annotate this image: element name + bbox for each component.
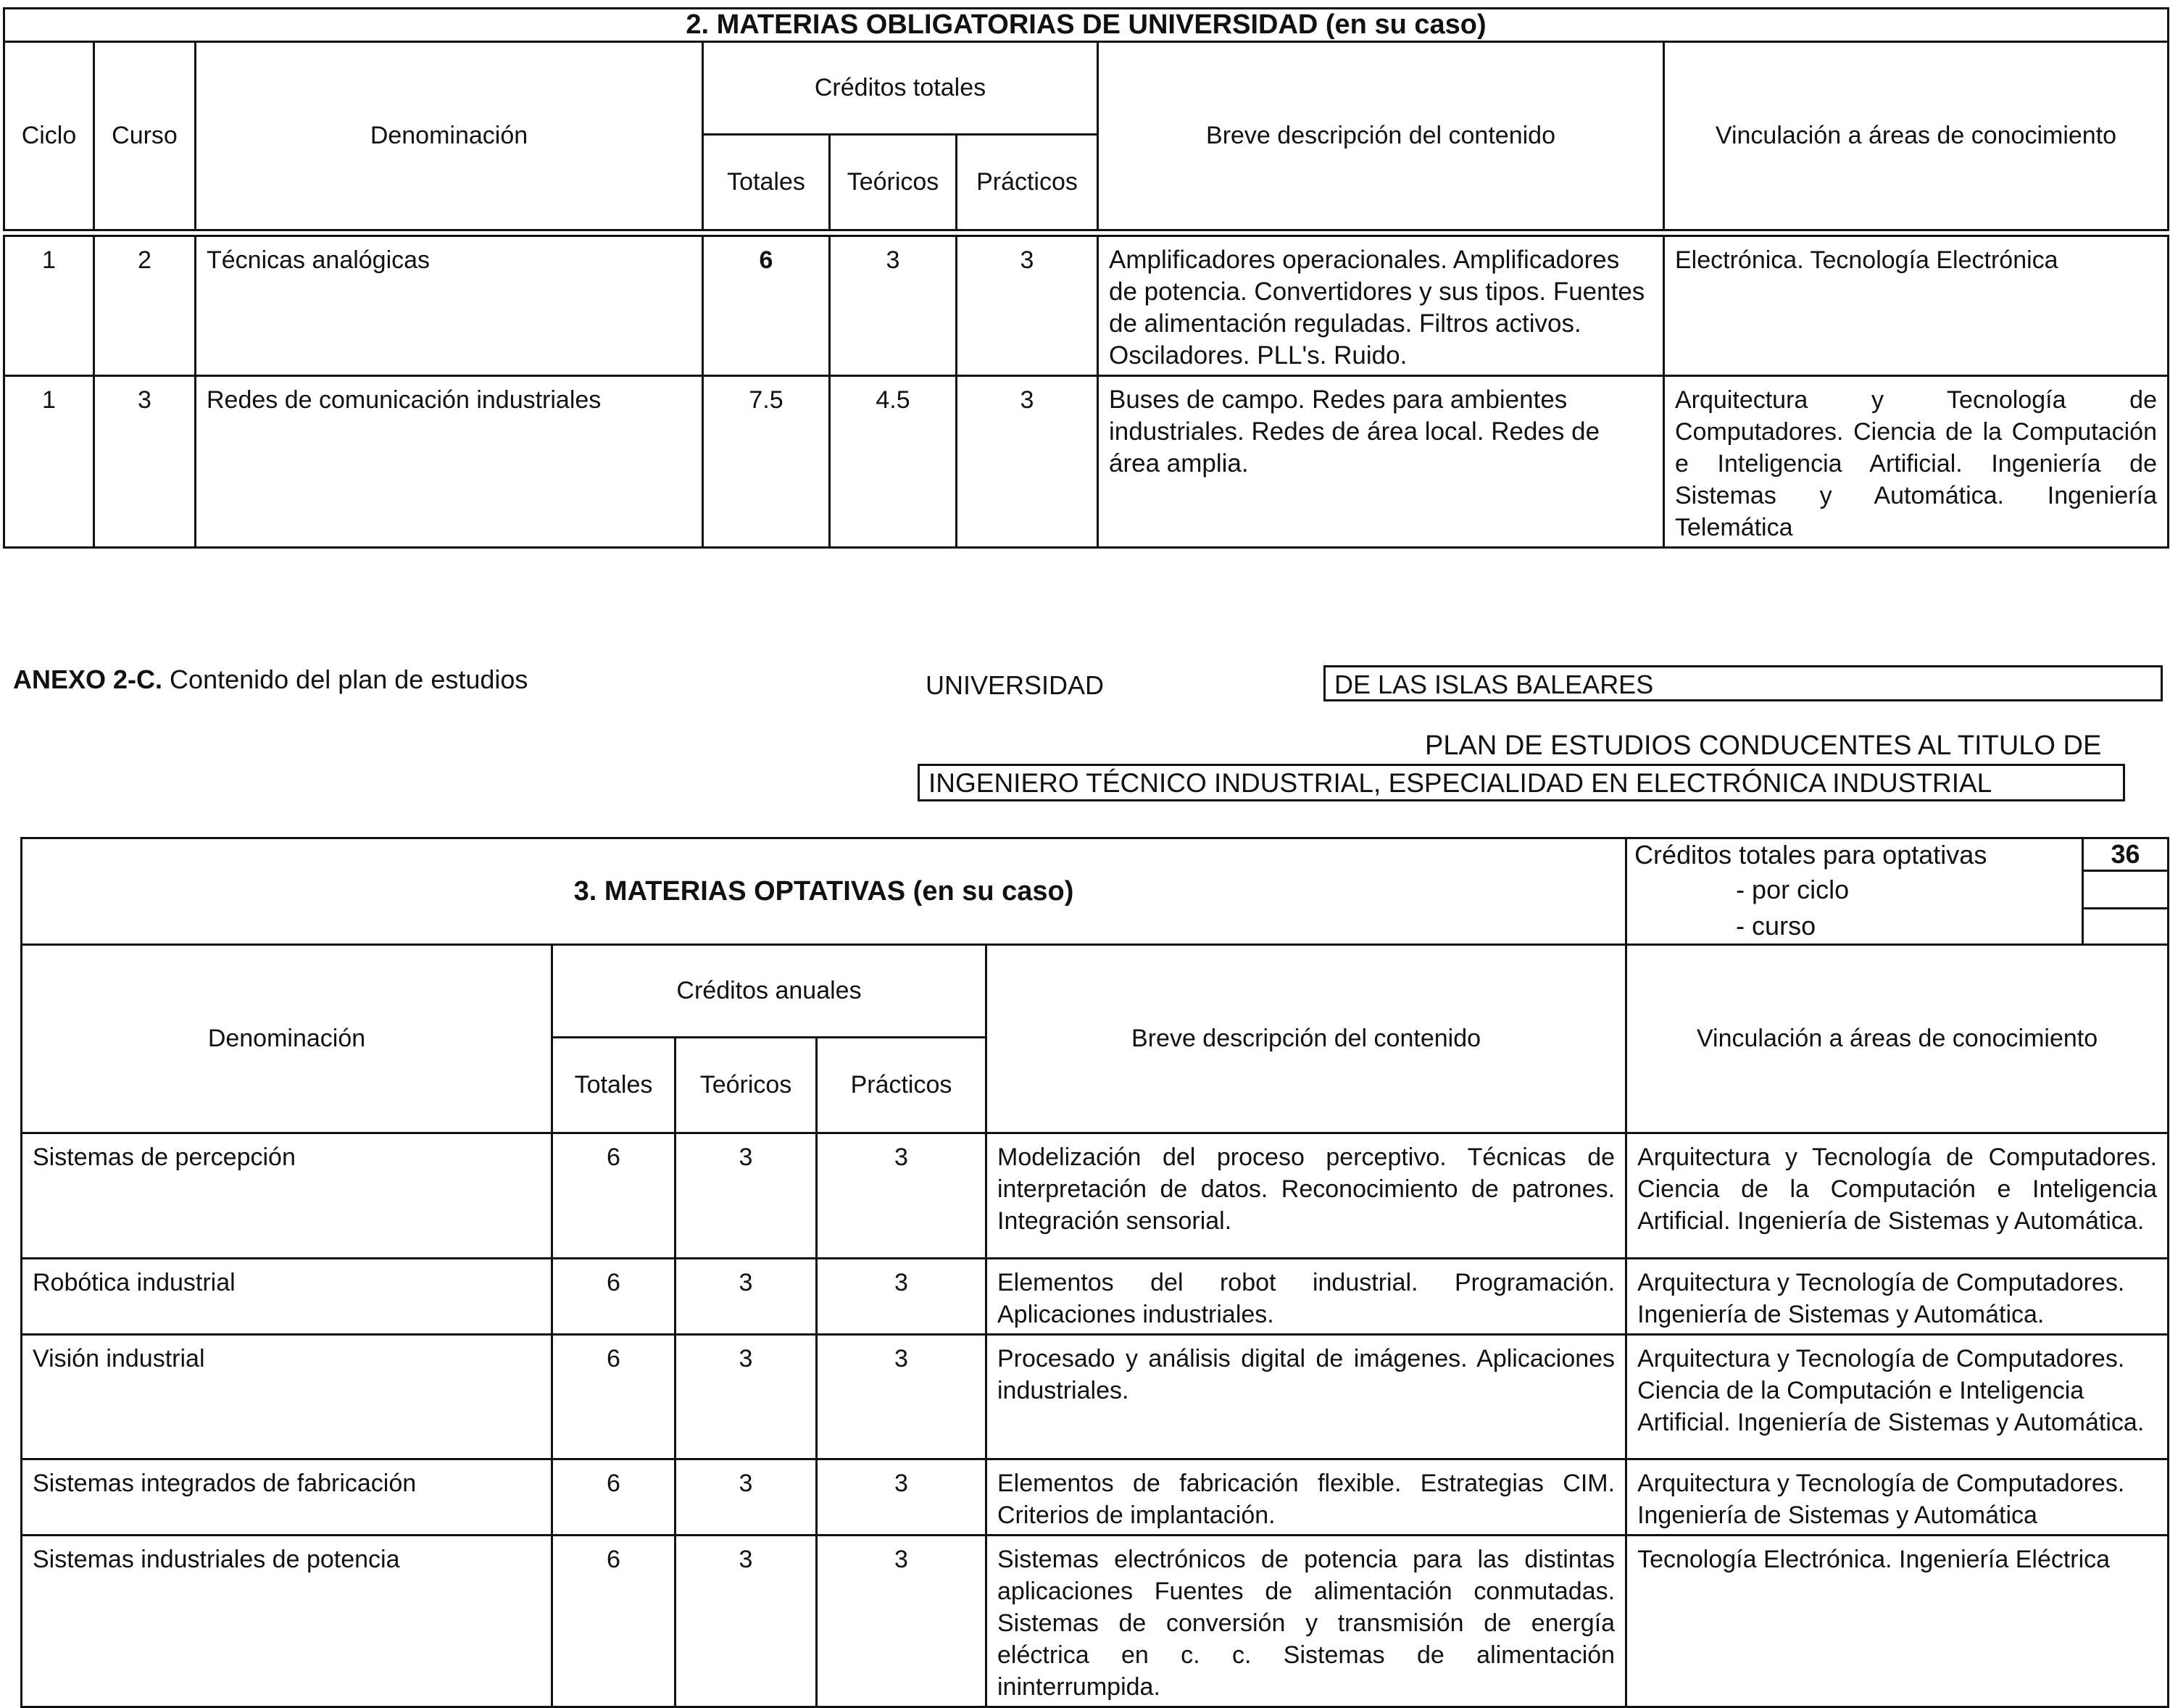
cell-totales: 6 [552, 1536, 675, 1707]
cell-totales: 6 [552, 1259, 675, 1335]
cell-teoricos: 3 [675, 1259, 817, 1335]
cell-totales: 7.5 [703, 376, 830, 548]
cell-denominacion: Robótica industrial [22, 1259, 552, 1335]
curso-value [2083, 909, 2169, 945]
cell-practicos: 3 [957, 236, 1098, 376]
cell-denominacion: Sistemas de percepción [22, 1133, 552, 1259]
cell-practicos: 3 [817, 1459, 986, 1536]
header-creditos-anuales: Créditos anuales [552, 945, 986, 1038]
cell-teoricos: 3 [830, 236, 957, 376]
por-ciclo-value [2083, 871, 2169, 909]
table-row [22, 1459, 2169, 1536]
header-totales: Totales [703, 135, 830, 230]
cell-vinculacion: Electrónica. Tecnología Electrónica [1664, 236, 2169, 376]
cell-vinculacion: Arquitectura y Tecnología de Computadores. Ingeniería de Sistemas y Automática. [1626, 1259, 2169, 1335]
table-row [22, 1536, 2169, 1707]
cell-descripcion: Elementos del robot industrial. Programación. Aplicaciones industriales. [986, 1259, 1626, 1335]
credits-value: 36 [2083, 838, 2169, 871]
cell-descripcion: Modelización del proceso perceptivo. Técnicas de interpretación de datos. Reconocimiento de patrones. Integración sensorial. [986, 1133, 1626, 1259]
por-ciclo-label: - por ciclo [1626, 871, 2083, 909]
table-row [22, 1259, 2169, 1335]
table-row [22, 1335, 2169, 1459]
cell-teoricos: 4.5 [830, 376, 957, 548]
table-row [4, 376, 2169, 548]
annex-label-rest: Contenido del plan de estudios [162, 665, 528, 694]
cell-practicos: 3 [957, 376, 1098, 548]
mandatory-subjects-table [3, 7, 2169, 549]
spacer [4, 230, 2169, 236]
header-teoricos: Teóricos [830, 135, 957, 230]
header-denominacion: Denominación [22, 945, 552, 1133]
header-vinculacion: Vinculación a áreas de conocimiento [1626, 945, 2169, 1133]
cell-descripcion: Amplificadores operacionales. Amplificadores de potencia. Convertidores y sus tipos. Fuentes de alimentación reguladas. Filtros activos. Osciladores. PLL's. Ruido. [1098, 236, 1664, 376]
cell-vinculacion: Arquitectura y Tecnología de Computadores. Ciencia de la Computación e Inteligencia Artificial. Ingeniería de Sistemas y Automática. Ingeniería Telemática [1664, 376, 2169, 548]
cell-totales: 6 [552, 1335, 675, 1459]
cell-denominacion: Visión industrial [22, 1335, 552, 1459]
header-ciclo: Ciclo [4, 42, 94, 230]
cell-totales: 6 [552, 1133, 675, 1259]
cell-practicos: 3 [817, 1335, 986, 1459]
cell-vinculacion: Arquitectura y Tecnología de Computadores. Ciencia de la Computación e Inteligencia Artificial. Ingeniería de Sistemas y Automática. [1626, 1133, 2169, 1259]
cell-descripcion: Elementos de fabricación flexible. Estrategias CIM. Criterios de implantación. [986, 1459, 1626, 1536]
header-descripcion: Breve descripción del contenido [1098, 42, 1664, 230]
header-descripcion: Breve descripción del contenido [986, 945, 1626, 1133]
header-creditos-totales: Créditos totales [703, 42, 1098, 135]
header-curso: Curso [94, 42, 196, 230]
header-practicos: Prácticos [957, 135, 1098, 230]
curso-label: - curso [1626, 909, 2083, 945]
cell-curso: 2 [94, 236, 196, 376]
cell-practicos: 3 [817, 1536, 986, 1707]
cell-teoricos: 3 [675, 1459, 817, 1536]
section3-title: 3. MATERIAS OPTATIVAS (en su caso) [22, 838, 1626, 945]
cell-descripcion: Sistemas electrónicos de potencia para las distintas aplicaciones Fuentes de alimentación conmutadas. Sistemas de conversión y transmisión de energía eléctrica en c. c. Sistemas de alimentación ininterrumpida. [986, 1536, 1626, 1707]
cell-totales: 6 [703, 236, 830, 376]
table-row [22, 1133, 2169, 1259]
header-totales: Totales [552, 1038, 675, 1133]
cell-teoricos: 3 [675, 1335, 817, 1459]
header-teoricos: Teóricos [675, 1038, 817, 1133]
cell-denominacion: Sistemas industriales de potencia [22, 1536, 552, 1707]
cell-totales: 6 [552, 1459, 675, 1536]
cell-ciclo: 1 [4, 376, 94, 548]
annex-label [13, 665, 528, 695]
cell-practicos: 3 [817, 1259, 986, 1335]
optional-subjects-table [20, 837, 2169, 1708]
cell-vinculacion: Arquitectura y Tecnología de Computadores. Ingeniería de Sistemas y Automática [1626, 1459, 2169, 1536]
plan-value: INGENIERO TÉCNICO INDUSTRIAL, ESPECIALIDAD EN ELECTRÓNICA INDUSTRIAL [918, 764, 2125, 801]
cell-vinculacion: Arquitectura y Tecnología de Computadores. Ciencia de la Computación e Inteligencia Artificial. Ingeniería de Sistemas y Automática. [1626, 1335, 2169, 1459]
cell-denominacion: Técnicas analógicas [196, 236, 703, 376]
cell-practicos: 3 [817, 1133, 986, 1259]
cell-teoricos: 3 [675, 1536, 817, 1707]
annex-label-bold: ANEXO 2-C. [13, 665, 163, 694]
credits-label: Créditos totales para optativas [1626, 838, 2083, 871]
cell-denominacion: Sistemas integrados de fabricación [22, 1459, 552, 1536]
plan-label: PLAN DE ESTUDIOS CONDUCENTES AL TITULO DE [1425, 730, 2102, 761]
cell-curso: 3 [94, 376, 196, 548]
university-value: DE LAS ISLAS BALEARES [1323, 665, 2163, 701]
header-practicos: Prácticos [817, 1038, 986, 1133]
cell-ciclo: 1 [4, 236, 94, 376]
university-label: UNIVERSIDAD [926, 670, 1105, 700]
cell-teoricos: 3 [675, 1133, 817, 1259]
table-row [4, 236, 2169, 376]
cell-descripcion: Buses de campo. Redes para ambientes industriales. Redes de área local. Redes de área amplia. [1098, 376, 1664, 548]
header-denominacion: Denominación [196, 42, 703, 230]
section2-title: 2. MATERIAS OBLIGATORIAS DE UNIVERSIDAD (en su caso) [4, 9, 2169, 42]
cell-denominacion: Redes de comunicación industriales [196, 376, 703, 548]
header-vinculacion: Vinculación a áreas de conocimiento [1664, 42, 2169, 230]
cell-vinculacion: Tecnología Electrónica. Ingeniería Eléctrica [1626, 1536, 2169, 1707]
cell-descripcion: Procesado y análisis digital de imágenes. Aplicaciones industriales. [986, 1335, 1626, 1459]
